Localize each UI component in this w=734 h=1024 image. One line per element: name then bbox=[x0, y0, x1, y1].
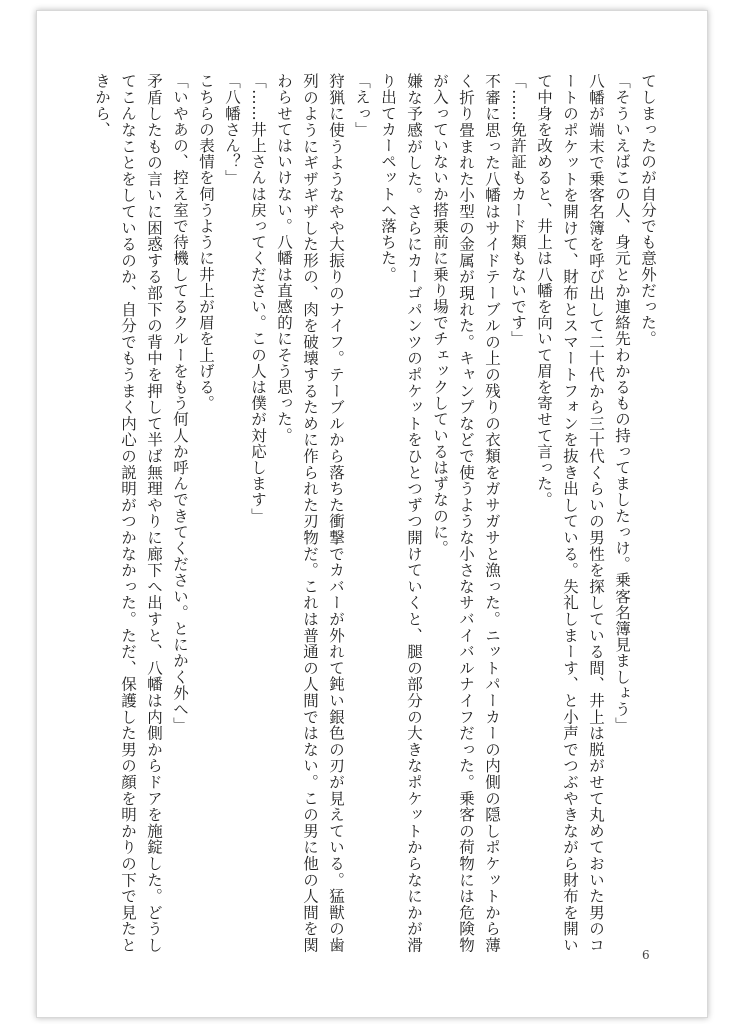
page-sheet bbox=[36, 10, 708, 1018]
paragraph: 狩猟に使うようなやや大振りのナイフ。テーブルから落ちた衝撃でカバーが外れて鈍い銀色の刃が見えている。猛獣の歯列のようにギザギザした形の、肉を破壊するために作られた刃物だ。これは普通の人間ではない。この男に他の人間を関わらせてはいけない。八幡は直感的にそう思った。 bbox=[275, 73, 345, 953]
paragraph: 「えっ」 bbox=[353, 73, 371, 138]
paragraph: 「いやあの、控え室で待機してるクルーをもう何人か呼んできてください。とにかく外へ」 bbox=[171, 73, 189, 734]
vertical-text-body bbox=[93, 73, 661, 953]
paragraph: 矛盾したもの言いに困惑する部下の背中を押して半ば無理やりに廊下へ出すと、八幡は内側からドアを施錠した。どうしてこんなことをしているのか、自分でもうまく内心の説明がつかなかった。ただ、保護した男の顔を明かりの下で見たときから、 bbox=[93, 73, 163, 953]
paragraph: 「……井上さんは戻ってください。この人は僕が対応します」 bbox=[249, 73, 267, 524]
paragraph: 嫌な予感がした。さらにカーゴパンツのポケットをひとつずつ開けていくと、腿の部分の大きなポケットからなにかが滑り出てカーペットへ落ちた。 bbox=[379, 73, 423, 953]
paragraph: こちらの表情を伺うように井上が眉を上げる。 bbox=[197, 73, 215, 412]
paragraph: 八幡が端末で乗客名簿を呼び出して二十代から三十代くらいの男性を探している間、井上は脱がせて丸めておいた男のコートのポケットを開けて、財布とスマートフォンを抜き出している。失礼しまーす、と小声でつぶやきながら財布を開いて中身を改めると、井上は八幡を向いて眉を寄せて言った。 bbox=[535, 73, 605, 953]
paragraph: てしまったのが自分でも意外だった。 bbox=[639, 73, 657, 347]
paragraph: 「八幡さん？」 bbox=[223, 73, 241, 186]
paragraph: 不審に思った八幡はサイドテーブルの上の残りの衣類をガサガサと漁った。ニットパーカーの内側の隠しポケットから薄く折り畳まれた小型の金属が現れた。キャンプなどで使うような小さなサバイバルナイフだった。乗客の荷物には危険物が入っていないか搭乗前に乗り場でチェックしているはずなのに。 bbox=[431, 73, 501, 953]
page-number: 6 bbox=[642, 948, 650, 962]
paragraph: 「……免許証もカード類もないです」 bbox=[509, 73, 527, 347]
paragraph: 「そういえばこの人、身元とか連絡先わかるもの持ってましたっけ。乗客名簿見ましょう」 bbox=[613, 73, 631, 734]
